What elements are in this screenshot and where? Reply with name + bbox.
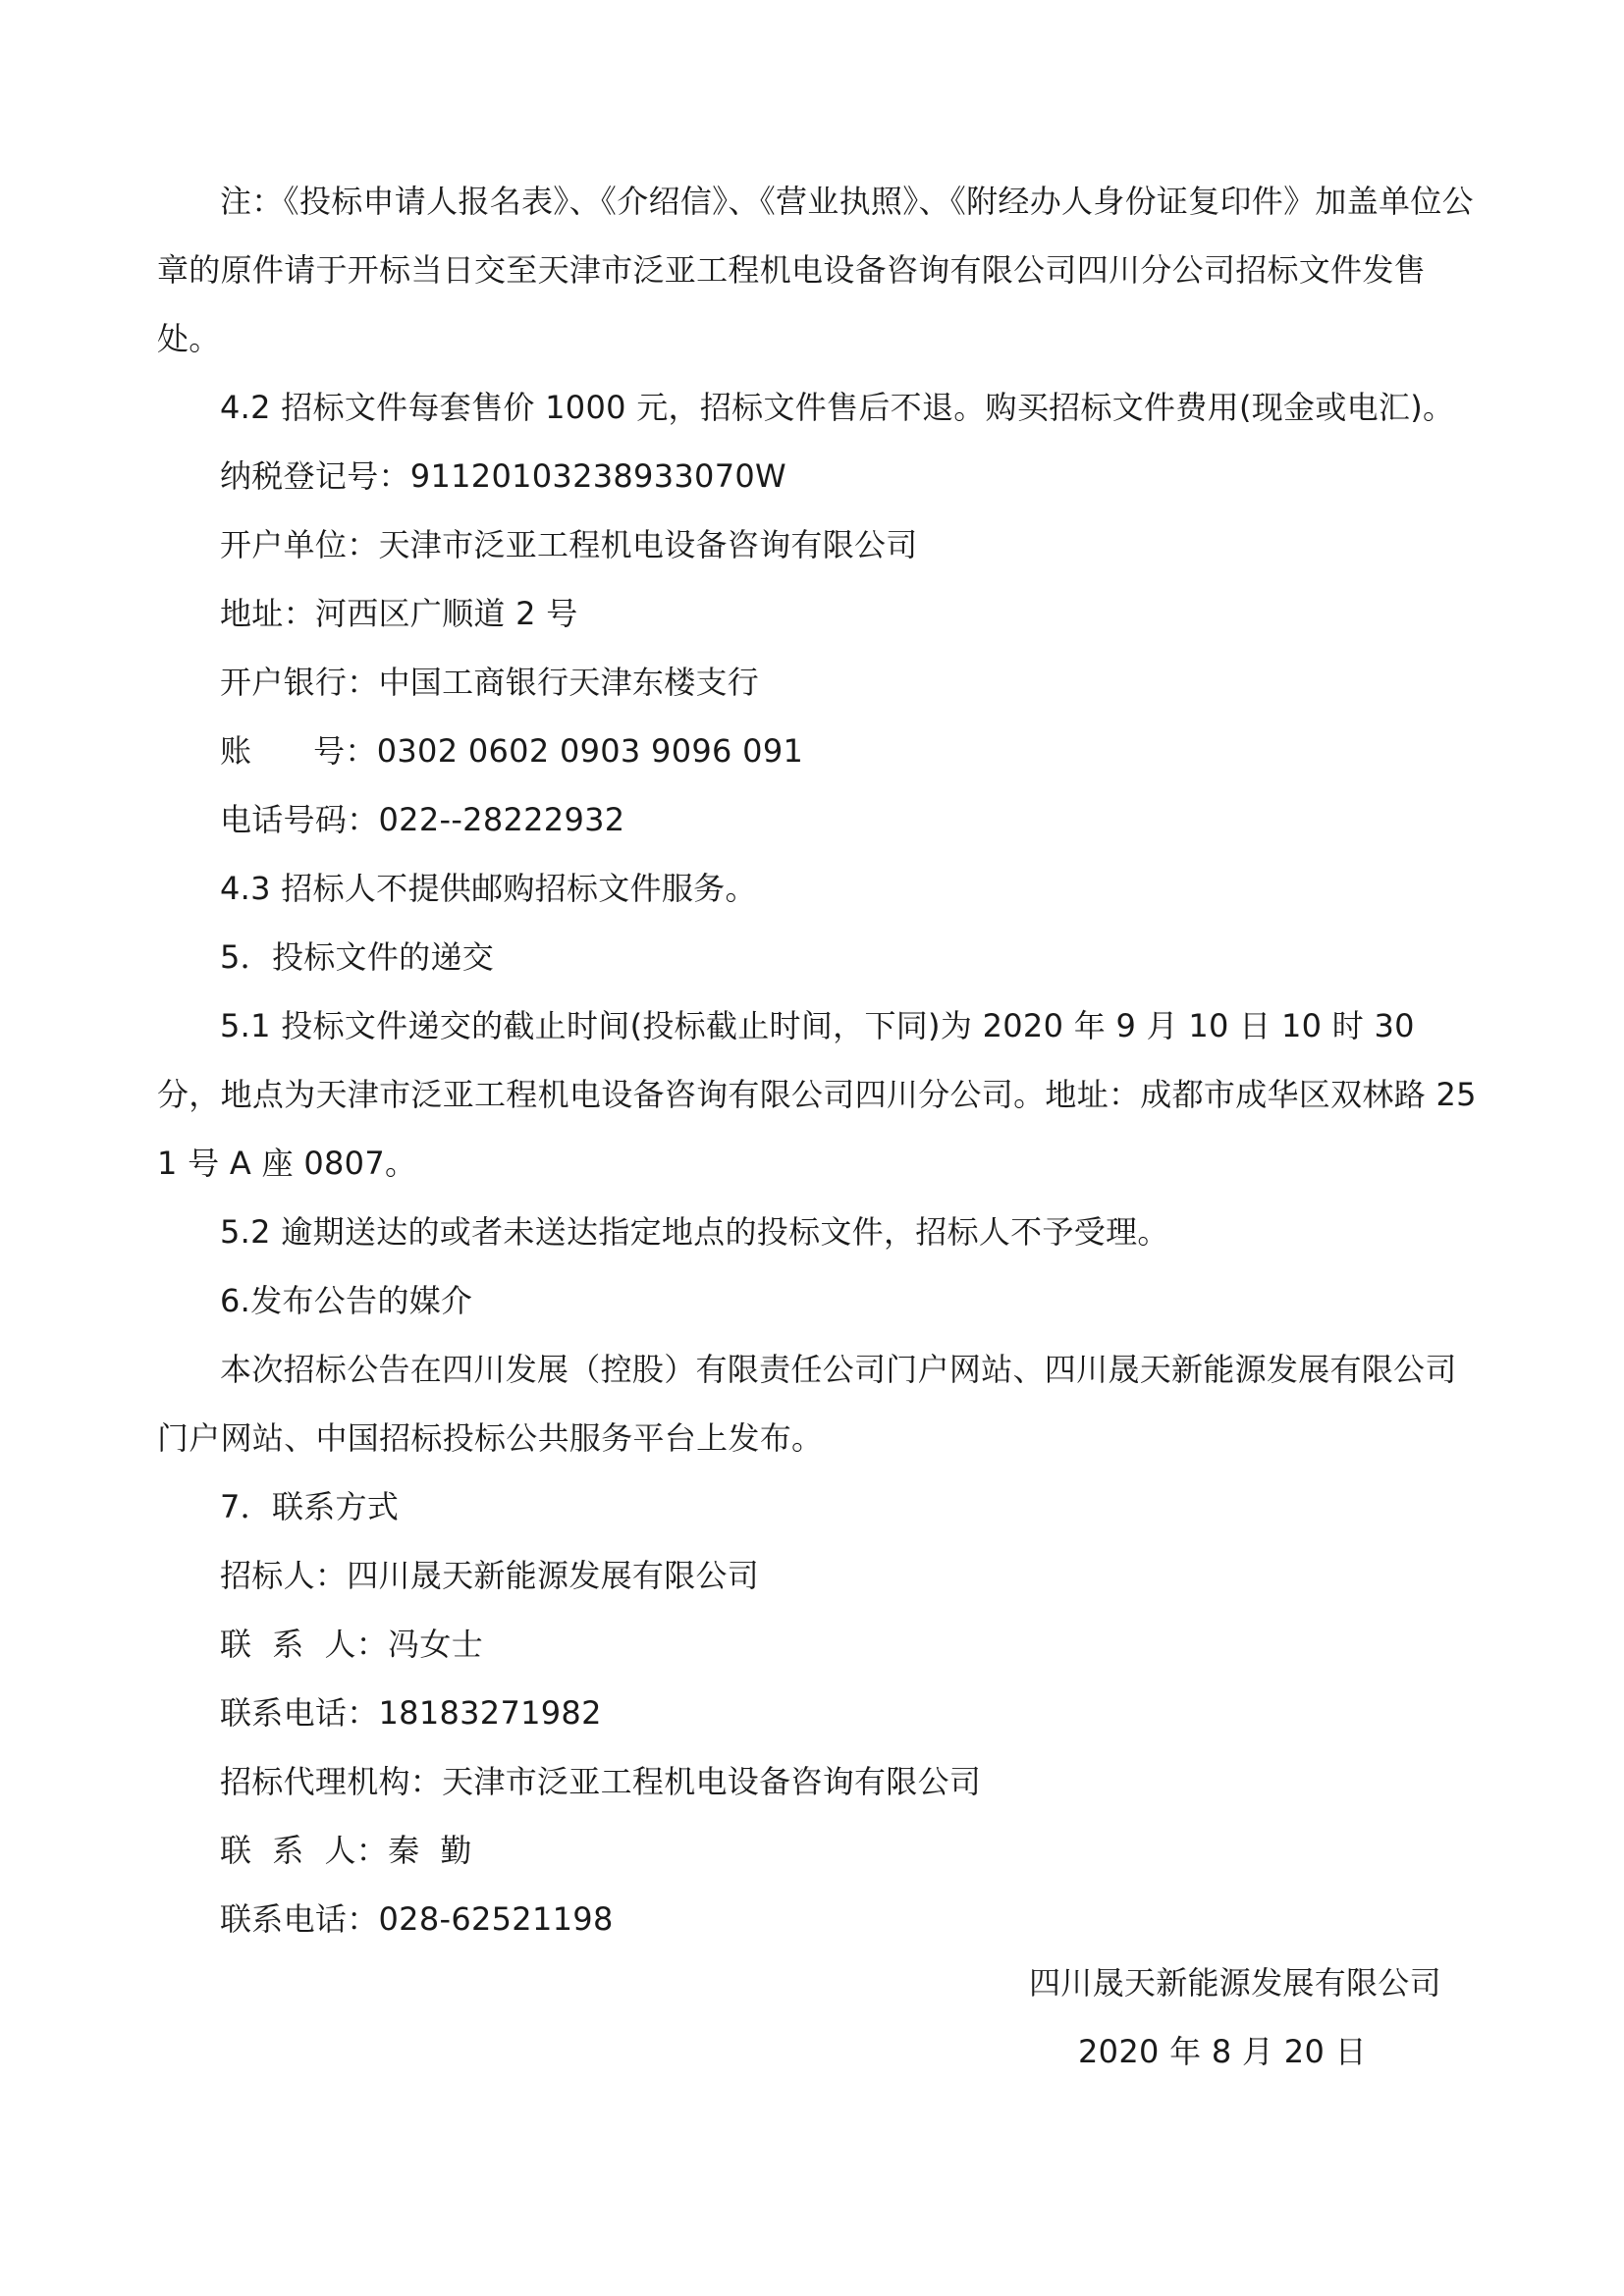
section-6-body: 本次招标公告在四川发展（控股）有限责任公司门户网站、四川晟天新能源发展有限公司门户网站、中国招标投标公共服务平台上发布。 (157, 1351, 1457, 1457)
bank-line: 开户银行：中国工商银行天津东楼支行 (220, 664, 760, 701)
section-5-title: 5．投标文件的递交 (220, 938, 495, 976)
agency-contact-line: 联 系 人：秦 勤 (220, 1832, 472, 1869)
document-body (157, 167, 1478, 1953)
phone-line: 电话号码：022--28222932 (220, 801, 625, 838)
section-5-1: 5.1 投标文件递交的截止时间(投标截止时间，下同)为 2020 年 9 月 10 日 10 时 30 分，地点为天津市泛亚工程机电设备咨询有限公司四川分公司。地址：成都市成华区双林路 251 号 A 座 0807。 (157, 1007, 1477, 1182)
note-paragraph: 注：《投标申请人报名表》、《介绍信》、《营业执照》、《附经办人身份证复印件》加盖单位公章的原件请于开标当日交至天津市泛亚工程机电设备咨询有限公司四川分公司招标文件发售处。 (157, 183, 1474, 357)
section-7-title: 7．联系方式 (220, 1488, 400, 1525)
agency-line: 招标代理机构：天津市泛亚工程机电设备咨询有限公司 (220, 1763, 982, 1800)
tenderer-phone-line: 联系电话：18183271982 (220, 1694, 602, 1732)
account-number-line: 账 号：0302 0602 0903 9096 091 (220, 732, 804, 770)
tax-id-line: 纳税登记号：91120103238933070W (220, 457, 786, 495)
signature-date: 2020 年 8 月 20 日 (1078, 2033, 1367, 2070)
tenderer-contact-line: 联 系 人：冯女士 (220, 1626, 483, 1663)
address-line: 地址：河西区广顺道 2 号 (220, 595, 578, 632)
section-6-title: 6.发布公告的媒介 (220, 1282, 473, 1319)
signature-company: 四川晟天新能源发展有限公司 (1029, 1964, 1441, 2002)
section-5-2: 5.2 逾期送达的或者未送达指定地点的投标文件，招标人不予受理。 (220, 1213, 1169, 1251)
section-4-2: 4.2 招标文件每套售价 1000 元，招标文件售后不退。购买招标文件费用(现金或电汇)。 (220, 389, 1455, 426)
section-4-3: 4.3 招标人不提供邮购招标文件服务。 (220, 870, 757, 907)
agency-phone-line: 联系电话：028-62521198 (220, 1900, 614, 1938)
tenderer-line: 招标人：四川晟天新能源发展有限公司 (220, 1557, 760, 1594)
account-name-line: 开户单位：天津市泛亚工程机电设备咨询有限公司 (220, 526, 918, 563)
